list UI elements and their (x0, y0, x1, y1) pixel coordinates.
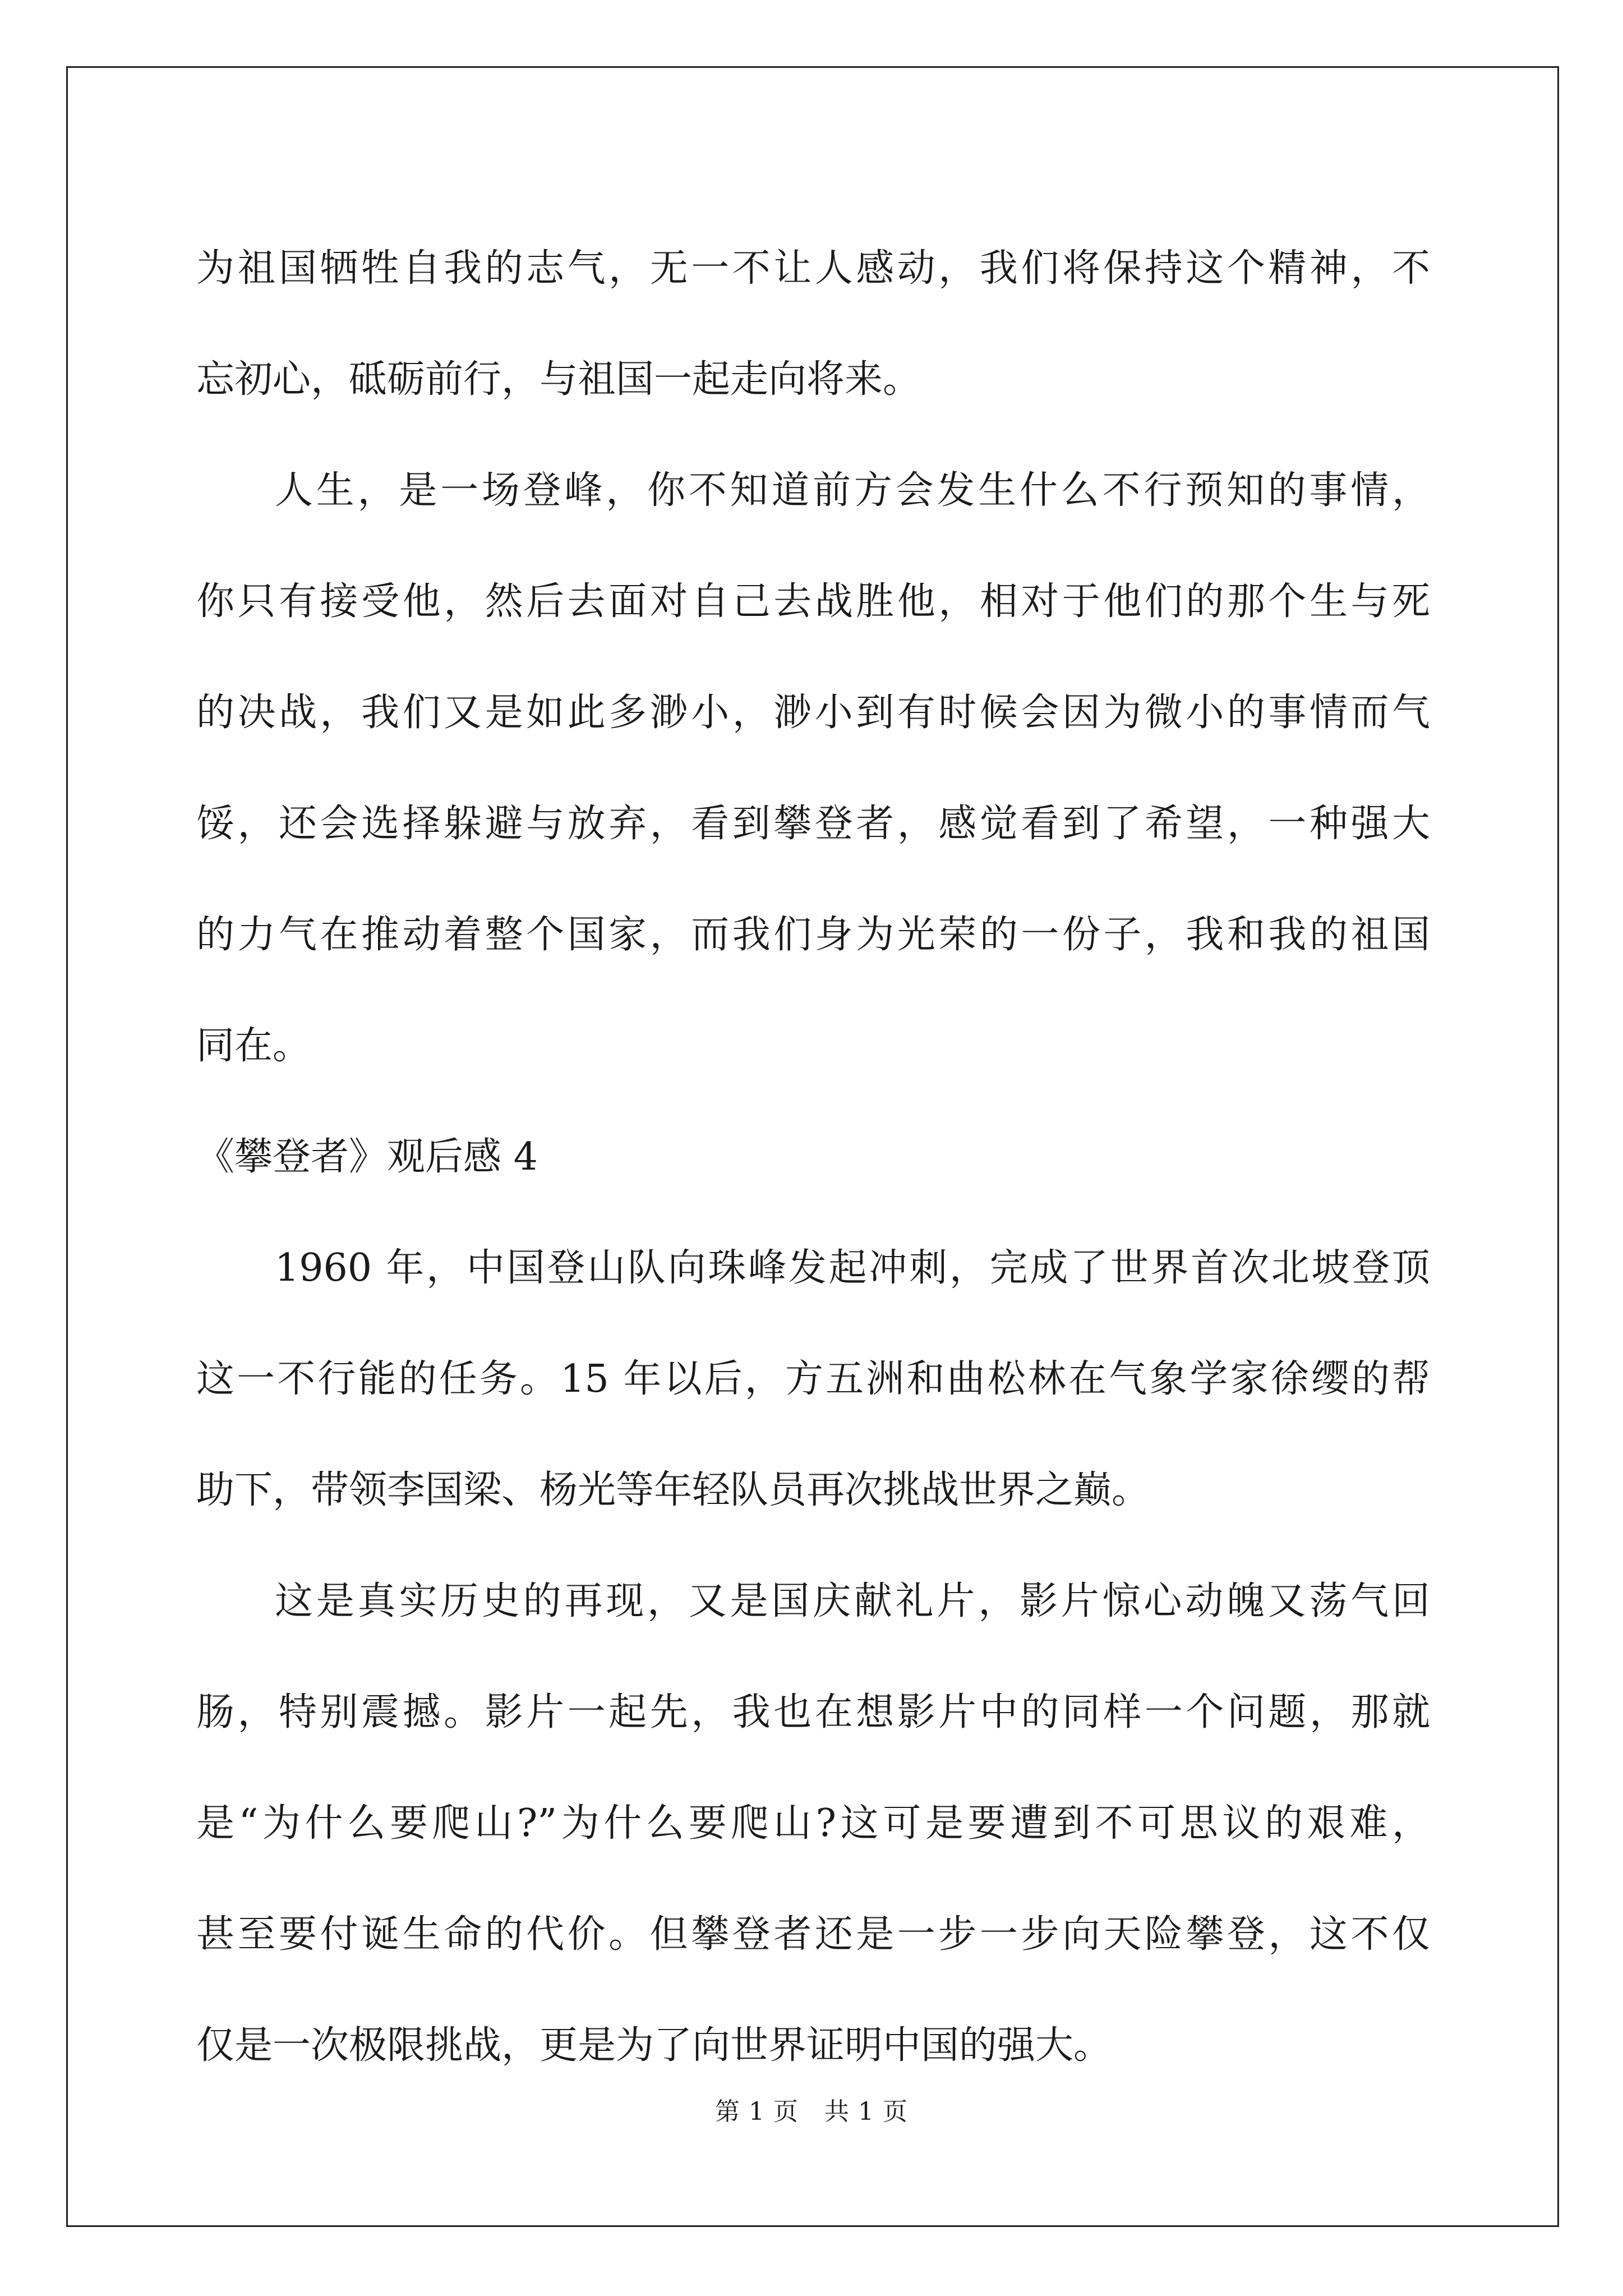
page-number: 第 1 页 (715, 2097, 799, 2126)
text-line: 1960 年，中国登山队向珠峰发起冲刺，完成了世界首次北坡登顶 (275, 1246, 1430, 1290)
text-line: 的力气在推动着整个国家，而我们身为光荣的一份子，我和我的祖国 (196, 913, 1430, 957)
document-body (196, 213, 1430, 2101)
text-line: 馁，还会选择躲避与放弃，看到攀登者，感觉看到了希望，一种强大 (196, 802, 1430, 846)
text-line: 仅是一次极限挑战，更是为了向世界证明中国的强大。 (196, 2023, 1112, 2068)
text-line: 为祖国牺牲自我的志气，无一不让人感动，我们将保持这个精神，不 (196, 246, 1430, 291)
text-line: 同在。 (196, 1024, 311, 1068)
text-line: 忘初心，砥砺前行，与祖国一起走向将来。 (196, 357, 921, 402)
section-heading: 《攀登者》观后感 4 (196, 1135, 538, 1179)
text-line: 的决战，我们又是如此多渺小，渺小到有时候会因为微小的事情而气 (196, 691, 1430, 735)
text-line: 助下，带领李国梁、杨光等年轻队员再次挑战世界之巅。 (196, 1468, 1150, 1512)
text-line: 你只有接受他，然后去面对自己去战胜他，相对于他们的那个生与死 (196, 579, 1430, 624)
text-line: 这是真实历史的再现，又是国庆献礼片，影片惊心动魄又荡气回 (275, 1579, 1430, 1623)
text-line: 肠，特别震撼。影片一起先，我也在想影片中的同样一个问题，那就 (196, 1690, 1430, 1734)
page-total: 共 1 页 (824, 2097, 908, 2126)
page-footer (0, 2091, 1623, 2127)
text-line: 是“为什么要爬山?”为什么要爬山?这可是要遭到不可思议的艰难， (196, 1801, 1430, 1846)
text-line: 这一不行能的任务。15 年以后，方五洲和曲松林在气象学家徐缨的帮 (196, 1357, 1430, 1401)
text-line: 人生，是一场登峰，你不知道前方会发生什么不行预知的事情， (275, 468, 1430, 513)
text-line: 甚至要付诞生命的代价。但攀登者还是一步一步向天险攀登，这不仅 (196, 1912, 1430, 1957)
